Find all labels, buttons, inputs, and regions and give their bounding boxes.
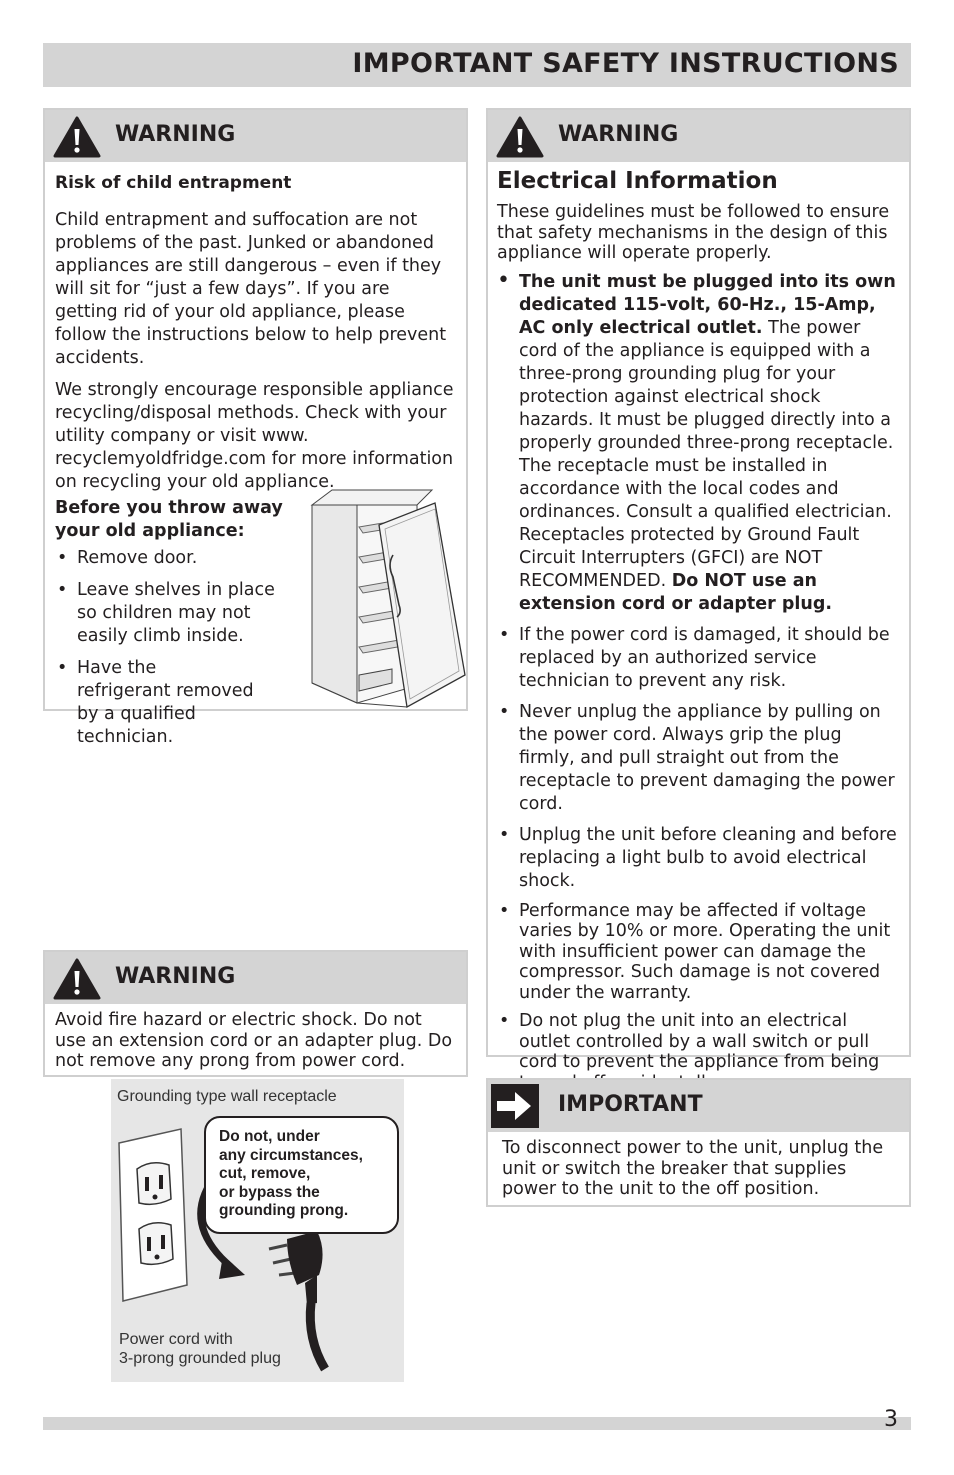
paragraph: Child entrapment and suffocation are not problems of the past. Junked or abandoned appliances are still dangerous – even if they will sit for “just a few days”. If you are getting rid of your old appliance, please follow the instructions below to help prevent accidents. — [55, 210, 447, 368]
child-entrapment-warning — [43, 108, 468, 747]
intro-text: These guidelines must be followed to ensure that safety mechanisms in the design of this appliance will operate properly. — [497, 202, 890, 263]
figure-caption-top: Grounding type wall receptacle — [117, 1088, 337, 1105]
list-item: • Remove door. — [55, 547, 295, 570]
important-heading: IMPORTANT — [558, 1092, 703, 1117]
warning-heading: WARNING — [115, 964, 236, 989]
bold-text: Do NOT use an extension cord or adapter plug. — [519, 570, 833, 614]
warning-triangle-icon — [496, 116, 544, 158]
section-title: Electrical Information — [497, 168, 778, 194]
callout-line: cut, remove, — [219, 1165, 311, 1182]
list-item: • Never unplug the appliance by pulling on the power cord. Always grip the plug firmly, and pull straight out from the receptacle to prevent damaging the power cord. — [497, 701, 899, 816]
important-notice — [486, 1078, 911, 1207]
list-item: • Leave shelves in place so children may not easily climb inside. — [55, 579, 295, 648]
callout-line: or bypass the — [219, 1183, 320, 1201]
text: The power cord of the appliance is equipped with a three-prong grounding plug for your protection against electrical shock hazards. It must be plugged directly into a properly grounded three-prong receptacle. The receptacle must be installed in accordance with the local codes and ordinances. Consult a qualified electrician. Receptacles protected by Ground Fault Circuit Interrupters (GFCI) are NOT RECOMMENDED. — [519, 317, 894, 591]
callout-line: any circumstances, — [219, 1146, 363, 1164]
caption-line: 3-prong grounded plug — [119, 1350, 281, 1367]
fire-hazard-warning — [43, 950, 468, 1077]
header-bar — [43, 43, 911, 87]
warning-header — [488, 110, 909, 162]
bullet-list — [497, 271, 899, 1094]
list-item: • If the power cord is damaged, it should be replaced by an authorized service technician to prevent any risk. — [497, 624, 899, 693]
page-title: IMPORTANT SAFETY INSTRUCTIONS — [352, 48, 899, 79]
footer-bar — [43, 1417, 911, 1430]
list-item — [497, 271, 899, 616]
warning-text: Avoid fire hazard or electric shock. Do not use an extension cord or an adapter plug. Do not remove any prong from power cord. — [55, 1010, 453, 1071]
list-item: • Unplug the unit before cleaning and before replacing a light bulb to avoid electrical shock. — [497, 824, 899, 893]
subheading: Risk of child entrapment — [55, 173, 292, 193]
receptacle-figure — [111, 1079, 404, 1382]
paragraph: We strongly encourage responsible appliance recycling/disposal methods. Check with your utility company or visit www. recyclemyoldfridge.com for more information on recycling your old appliance. — [55, 380, 454, 492]
figure-caption-bottom — [119, 1330, 281, 1368]
warning-heading: WARNING — [115, 122, 236, 147]
fridge-illustration — [307, 485, 467, 710]
warning-heading: WARNING — [558, 122, 679, 147]
page-number: 3 — [884, 1407, 898, 1432]
arrow-right-icon — [491, 1084, 539, 1128]
bold-text: The unit must be plugged into its own dedicated 115-volt, 60-Hz., 15-Amp, AC only electrical outlet. — [519, 271, 896, 338]
warning-triangle-icon — [53, 116, 101, 158]
list-item: • Performance may be affected if voltage varies by 10% or more. Operating the unit with insufficient power can damage the compressor. Such damage is not covered under the warranty. — [497, 901, 899, 1004]
caption-line: Power cord with — [119, 1331, 233, 1348]
list-item: • Have the refrigerant removed by a qualified technician. — [55, 657, 255, 749]
electrical-information-warning — [486, 108, 911, 1072]
callout-bubble — [204, 1116, 399, 1234]
warning-triangle-icon — [53, 958, 101, 1000]
callout-line: Do not, under — [219, 1128, 320, 1145]
warning-header — [45, 952, 466, 1004]
bullet-list — [55, 547, 295, 749]
callout-line: grounding prong. — [219, 1202, 349, 1219]
important-header — [488, 1080, 909, 1132]
before-title: Before you throw away your old appliance: — [55, 498, 283, 541]
warning-header — [45, 110, 466, 162]
important-text: To disconnect power to the unit, unplug the unit or switch the breaker that supplies power to the unit to the off position. — [502, 1138, 884, 1199]
list-item: • Do not plug the unit into an electrical outlet controlled by a wall switch or pull cord to prevent the appliance from being — [497, 1011, 899, 1093]
